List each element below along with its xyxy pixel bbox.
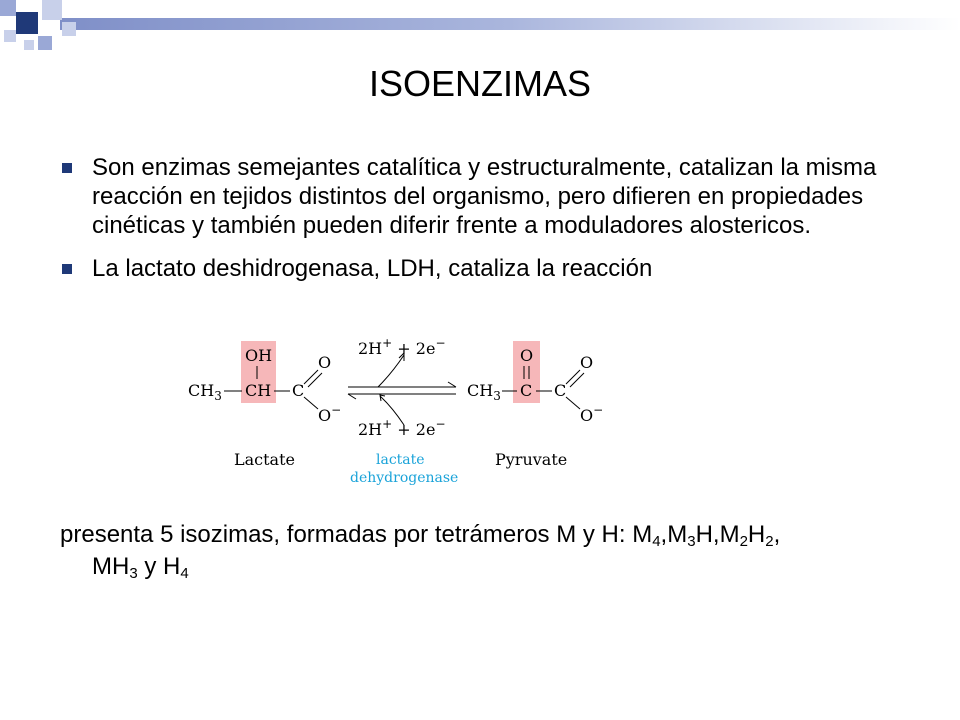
enzyme-label-line1: lactate: [376, 452, 425, 468]
top-cofactor: 2H+ + 2e−: [358, 336, 446, 358]
pyruvate-label: Pyruvate: [495, 450, 568, 469]
bullet-item-definition: [60, 153, 880, 240]
corner-decoration: [0, 0, 960, 60]
pyruvate-c: C: [554, 381, 567, 400]
enzyme-label-line2: dehydrogenase: [350, 470, 459, 486]
pyruvate-o-top: O: [580, 353, 594, 372]
bullet-text: La lactato deshidrogenasa, LDH, cataliza la reacción: [92, 255, 653, 282]
slide-title: ISOENZIMAS: [368, 63, 592, 104]
isozymes-line-1: presenta 5 isozimas, formadas por tetrámeros M y H: $M_4,M_3H,M_2H_2$,: [60, 521, 781, 550]
bullet-text: Son enzimas semejantes catalítica y estructuralmente, catalizan la misma reacción en tejidos distintos del organismo, pero difieren en propiedades cinéticas y también pueden diferir frente a moduladores alostericos.: [92, 154, 877, 239]
lactate-o-top: O: [318, 353, 332, 372]
lactate-label: Lactate: [234, 450, 295, 469]
decor-square-5: [38, 36, 52, 50]
ldh-reaction-diagram: [180, 333, 640, 493]
lactate-ch3: $CH_3$: [188, 381, 222, 403]
bottom-cofactor: 2H+ + 2e−: [358, 417, 446, 439]
bullet-square-icon: [62, 264, 72, 274]
pyruvate-c-keto: C: [520, 381, 533, 400]
header-bar: [60, 18, 960, 30]
decor-square-7: [24, 40, 34, 50]
bullet-list: [60, 153, 880, 297]
isozymes-line-2: $MH_3$ y $H_4$: [92, 553, 189, 582]
pyruvate-o-keto: O: [520, 346, 534, 365]
isozymes-paragraph: [60, 519, 900, 583]
lactate-ch: CH: [245, 381, 272, 400]
top-curved-arrow: [378, 355, 404, 387]
bullet-square-icon: [62, 163, 72, 173]
bullet-item-ldh: [60, 254, 880, 283]
lactate-oh: OH: [245, 346, 273, 365]
lactate-c: C: [292, 381, 305, 400]
pyruvate-ch3: $CH_3$: [467, 381, 501, 403]
decor-square-2: [16, 12, 38, 34]
decor-square-6: [62, 22, 76, 36]
lactate-o-minus: O−: [318, 403, 342, 425]
pyruvate-o-minus: O−: [580, 403, 604, 425]
decor-square-1: [0, 0, 16, 16]
decor-square-4: [4, 30, 16, 42]
decor-square-3: [42, 0, 62, 20]
